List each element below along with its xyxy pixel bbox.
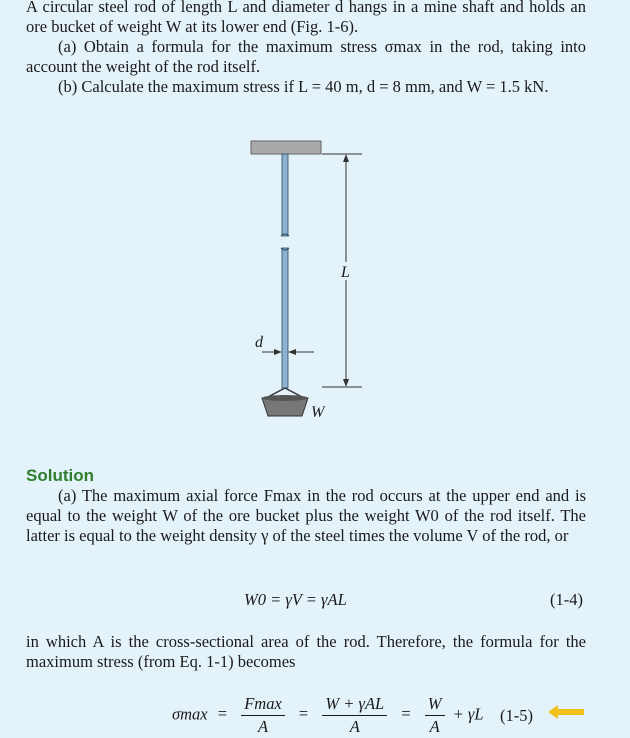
dim-L-arrow-bottom [343,379,349,387]
bucket-rim [262,395,308,401]
label-d: d [255,334,263,351]
eq2-tail: + γL [452,704,484,724]
rod-upper [282,154,288,236]
eq2-f2-den: A [349,717,360,736]
ceiling-support [251,141,321,154]
eq2-equals-2: = [298,704,309,724]
equation-1-5 [172,694,484,737]
problem-line1: A circular steel rod of length L and diameter d hangs in a mine shaft and holds an ore bucket of weight W at its lower end (Fig. 1-6). [26,0,586,36]
label-L: L [341,264,350,281]
eq2-fraction-1 [241,694,285,737]
eq2-f3-num: W [425,694,445,716]
solution-paragraph-1 [26,486,586,546]
eq2-f3-den: A [429,717,440,736]
solution-heading: Solution [26,466,94,485]
problem-part-b: (b) Calculate the maximum stress if L = 40 m, d = 8 mm, and W = 1.5 kN. [58,77,549,96]
problem-part-a: (a) Obtain a formula for the maximum stress σmax in the rod, taking into account the weight of the rod itself. [26,37,586,76]
dim-d-arrow-right [288,349,296,355]
eq2-fraction-2 [322,694,387,737]
key-equation-arrow-icon [548,704,586,720]
eq2-f1-den: A [257,717,269,736]
eq2-equals-3: = [401,704,411,724]
solution-para1-text: (a) The maximum axial force Fmax in the rod occurs at the upper end and is equal to the weight W of the ore bucket plus the weight W0 of the rod itself. The latter is equal to the weight density γ of the steel times the volume V of the rod, or [26,486,586,545]
rod-lower [282,248,288,388]
eq2-fraction-3 [425,694,445,737]
eq2-f2-num: W + γAL [322,694,387,716]
equation-1-4: W0 = γV = γAL [244,590,347,609]
solution-paragraph-2 [26,632,586,672]
arrow-shape [548,705,584,719]
dim-L-arrow-top [343,154,349,162]
eq2-equals-1: = [217,704,228,724]
eq2-f1-num: Fmax [241,694,285,716]
label-W: W [311,404,325,421]
eq2-lhs: σmax [172,704,208,724]
solution-para2-text: in which A is the cross-sectional area of the rod. Therefore, the formula for the maximum stress (from Eq. 1-1) becomes [26,632,586,671]
dim-d-arrow-left [274,349,282,355]
equation-number-1-5: (1-5) [500,706,533,725]
equation-number-1-4: (1-4) [550,590,583,609]
